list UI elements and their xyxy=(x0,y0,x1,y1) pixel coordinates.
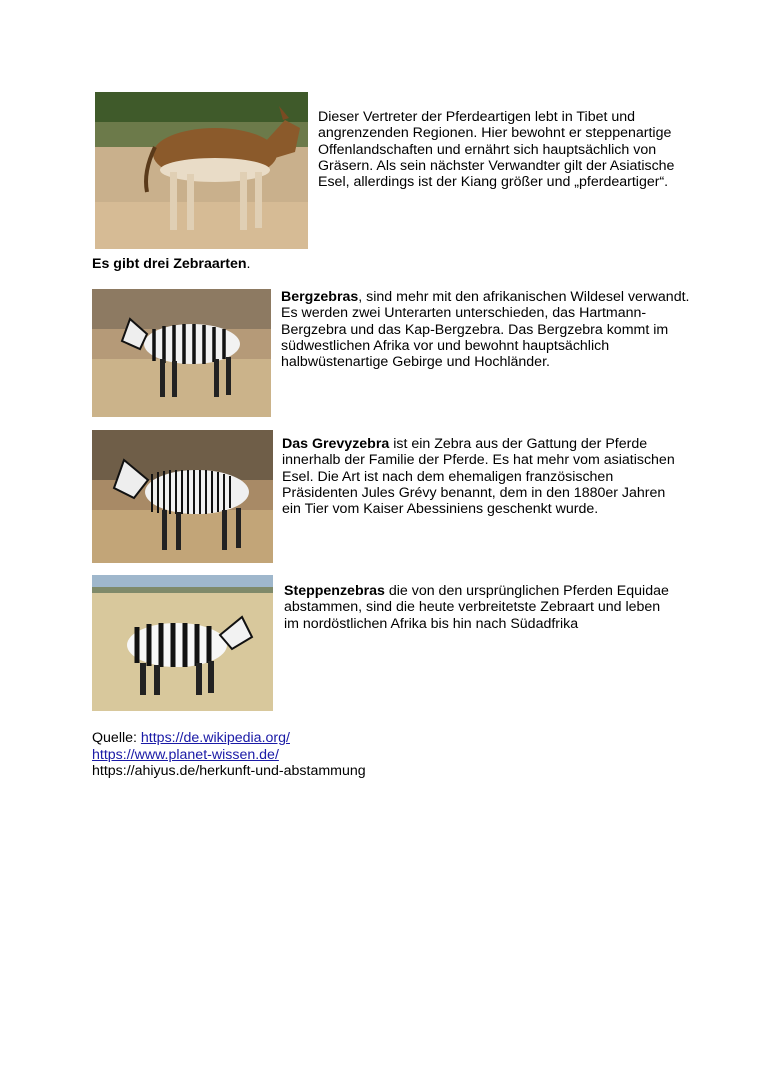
grevy-zebra-title: Das Grevyzebra xyxy=(282,436,390,452)
section-heading xyxy=(92,256,250,272)
heading-period: . xyxy=(246,256,251,272)
planet-wissen-link[interactable]: https://www.planet-wissen.de/ xyxy=(92,747,279,763)
kiang-photo xyxy=(95,92,308,249)
source-line-3: https://ahiyus.de/herkunft-und-abstammung xyxy=(92,763,366,779)
mountain-zebra-photo xyxy=(92,289,271,417)
plains-zebra-text: die von den ursprünglichen Pferden Equidae abstammen, sind die heute verbreitetste Zebraart und leben im nordöstlichen Afrika bis hin nach Südadfrika xyxy=(284,583,669,632)
wikipedia-link[interactable]: https://de.wikipedia.org/ xyxy=(140,730,290,746)
kiang-description: Dieser Vertreter der Pferdeartigen lebt in Tibet und angrenzenden Regionen. Hier bewohnt er steppenartige Offenlandschaften und ernährt sich hauptsächlich von Gräsern. Als sein nächster Verwandter gilt der Asiatische Esel, allerdings ist der Kiang größer und „pferdeartiger“. xyxy=(318,109,675,191)
grevy-zebra-photo xyxy=(92,430,273,563)
plains-zebra-description xyxy=(284,583,679,632)
heading-text: Es gibt drei Zebraarten xyxy=(92,256,247,272)
mountain-zebra-description xyxy=(281,289,691,370)
plains-zebra-photo xyxy=(92,575,273,711)
grevy-zebra-description xyxy=(282,436,687,517)
mountain-zebra-title: Bergzebras xyxy=(281,289,359,305)
grevy-zebra-text: ist ein Zebra aus der Gattung der Pferde innerhalb der Familie der Pferde. Es hat mehr vom asiatischen Esel. Die Art ist nach dem ehemaligen französischen Präsidenten Jules Grévy benannt, dem in den 1880er Jahren ein Tier vom Kaiser Abessiniens geschenkt wurde. xyxy=(282,436,675,518)
source-line-2 xyxy=(92,747,279,763)
source-label: Quelle: xyxy=(92,730,141,746)
plains-zebra-title: Steppenzebras xyxy=(284,583,385,599)
mountain-zebra-text: , sind mehr mit den afrikanischen Wildesel verwandt. Es werden zwei Unterarten unterschieden, das Hartmann-Bergzebra und das Kap-Bergzebra. Das Bergzebra kommt im südwestlichen Afrika vor und bewohnt hauptsächlich halbwüstenartige Gebirge und Hochländer. xyxy=(281,289,690,371)
source-line-1 xyxy=(92,730,290,746)
